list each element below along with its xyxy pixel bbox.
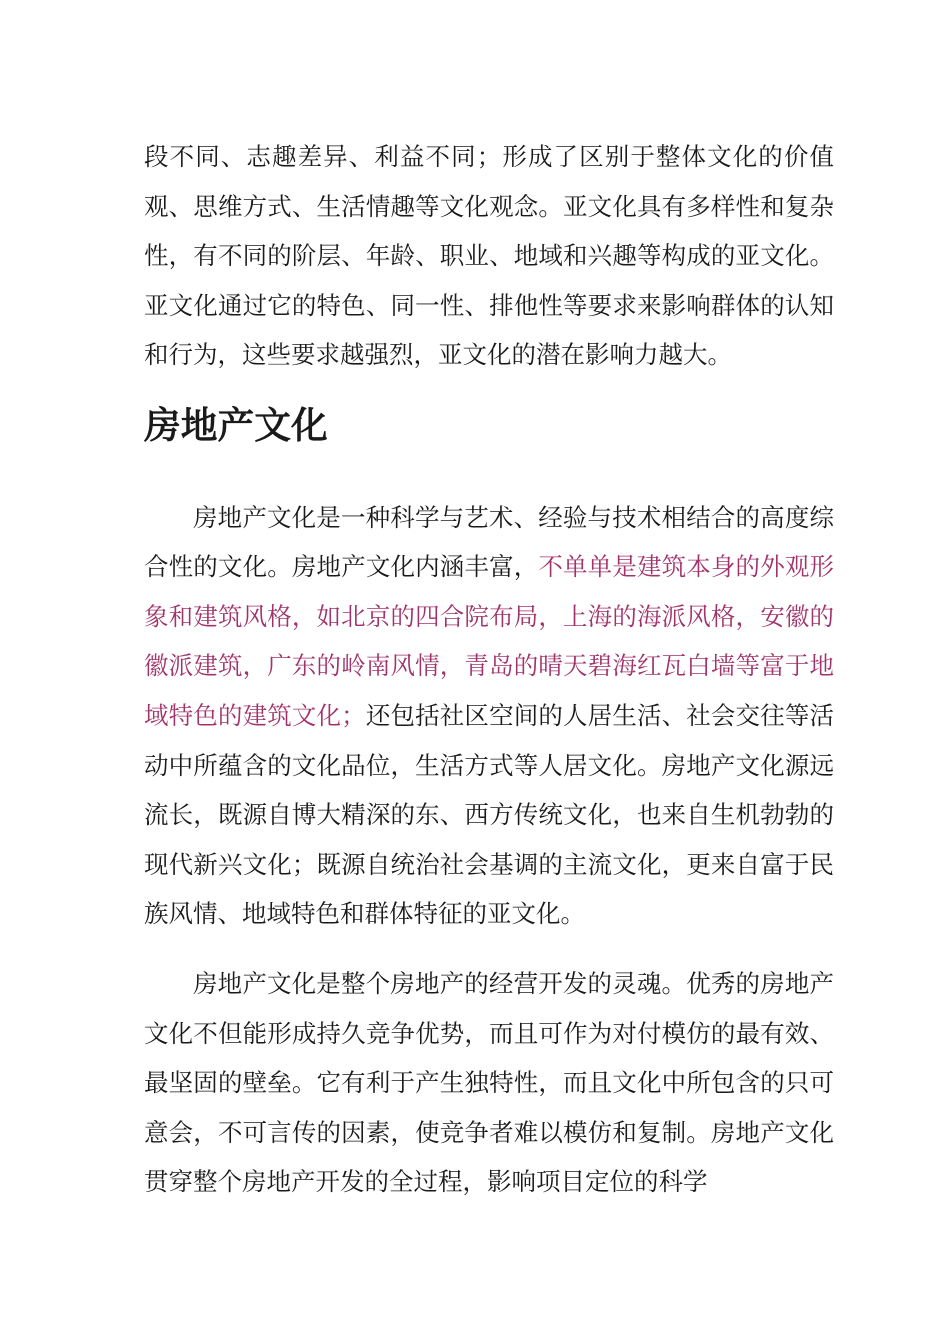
document-page xyxy=(144,132,834,1207)
section-heading: 房地产文化 xyxy=(144,403,328,447)
highlighted-text: 不单单是建筑本身的外观形象和建筑风格，如北京的四合院布局，上海的海派风格，安徽的徽派建筑，广东的岭南风情，青岛的晴天碧海红瓦白墙等富于地域特色的建筑文化； xyxy=(144,552,835,730)
paragraph-text: 房地产文化是一种科学与艺术、经验与技术相结合的高度综合性的文化。房地产文化内涵丰富， xyxy=(144,502,834,582)
paragraph-soul: 房地产文化是整个房地产的经营开发的灵魂。优秀的房地产文化不但能形成持久竞争优势，而且可作为对付模仿的最有效、最坚固的壁垒。它有利于产生独特性，而且文化中所包含的只可意会，不可言传的因素，使竞争者难以模仿和复制。房地产文化贯穿整个房地产开发的全过程，影响项目定位的科学 xyxy=(144,968,834,1197)
spacer xyxy=(144,939,834,959)
spacer xyxy=(144,380,834,401)
paragraph-subculture: 段不同、志趣差异、利益不同；形成了区别于整体文化的价值观、思维方式、生活情趣等文化观念。亚文化具有多样性和复杂性，有不同的阶层、年龄、职业、地域和兴趣等构成的亚文化。亚文化通过它的特色、同一性、排他性等要求来影响群体的认知和行为，这些要求越强烈，亚文化的潜在影响力越大。 xyxy=(144,142,834,370)
paragraph-real-estate-culture xyxy=(144,493,834,939)
spacer xyxy=(144,451,834,493)
paragraph-text: 还包括社区空间的人居生活、社会交往等活动中所蕴含的文化品位，生活方式等人居文化。房地产文化源远流长，既源自博大精深的东、西方传统文化，也来自生机勃勃的现代新兴文化；既源自统治社会基调的主流文化，更来自富于民族风情、地域特色和群体特征的亚文化。 xyxy=(144,700,835,929)
